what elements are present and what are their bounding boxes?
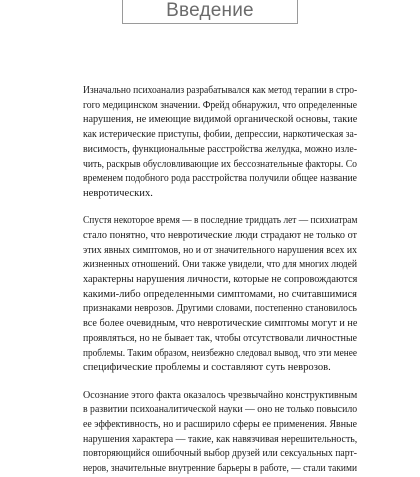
text-line: гого медицинском значении. Фрейд обнаружил, что определенные	[83, 99, 357, 111]
text-line: Спустя некоторое время — в последние тридцать лет — психиатрам	[83, 215, 358, 227]
text-line: повторяющийся ошибочный выбор друзей или сексуальных парт-	[83, 448, 357, 460]
text-line: признаками неврозов. Другими словами, постепенно становилось	[83, 303, 357, 315]
text-line: как истерические приступы, фобии, депрессии, наркотическая за-	[83, 129, 358, 141]
body-text	[83, 84, 357, 477]
text-line: Осознание этого факта оказалось чрезвычайно конструктивным	[83, 389, 358, 401]
text-line: специфические проблемы и составляют суть неврозов.	[83, 362, 331, 374]
text-line: характерны нарушения личности, которые не сопровождаются	[83, 274, 358, 286]
text-line: проявляться, но не бывает так, чтобы отсутствовали личностные	[83, 332, 357, 344]
text-line: этих явных симптомов, но и от значительного нарушения всех их	[83, 244, 357, 256]
text-line: какими-либо определенными симптомами, но считавшимися	[83, 288, 357, 300]
paragraph-2	[83, 214, 357, 376]
text-line: проблемы. Таким образом, неизбежно следовал вывод, что эти менее	[83, 347, 357, 359]
text-line: неров, значительные внутренние барьеры в работе, — стали такими	[83, 463, 357, 475]
paragraph-3	[83, 389, 357, 477]
text-line: ее эффективность, но и расширило сферы ее применения. Явные	[83, 418, 357, 430]
text-line: все более очевидным, что невротические симптомы могут и не	[83, 318, 358, 330]
text-line: нарушения характера — такие, как навязчивая нерешительность,	[83, 433, 358, 445]
text-line: чить, раскрыв обусловливающие их бессознательные факторы. Со	[83, 158, 357, 170]
text-line: нарушения, не имеющие видимой органической основы, такие	[83, 114, 358, 126]
text-line: невротических.	[83, 187, 153, 199]
paragraph-1	[83, 84, 357, 202]
text-line: висимость, функциональные расстройства желудка, можно излe-	[83, 143, 358, 155]
text-line: жизненных отношений. Они также увидели, что для многих людей	[83, 259, 357, 271]
chapter-title: Введение	[166, 0, 254, 21]
text-line: стало понятно, что невротические люди страдают не только от	[83, 229, 358, 241]
text-line: временем подобного рода расстройства получили общее название	[83, 173, 357, 185]
text-line: в развитии психоаналитической науки — оно не только повысило	[83, 404, 358, 416]
text-line: Изначально психоанализ разрабатывался как метод терапии в стро-	[83, 85, 358, 96]
